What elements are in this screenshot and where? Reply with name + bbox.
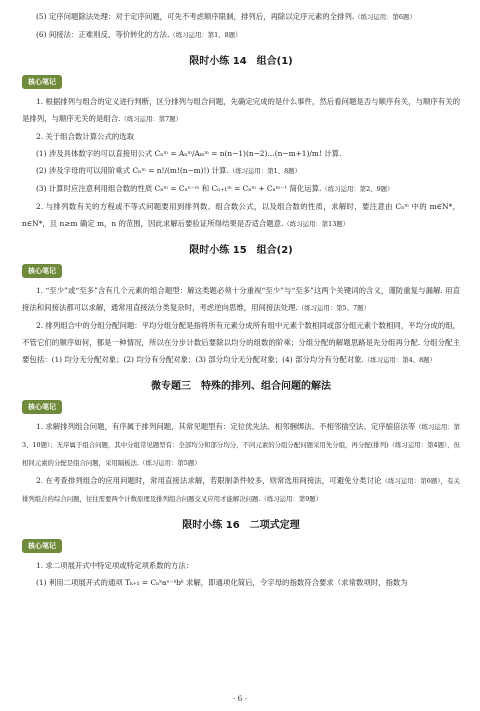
paragraph bbox=[22, 180, 460, 198]
exercise-reference: （练习运用：第1、8题） bbox=[169, 31, 242, 39]
paragraph bbox=[22, 26, 460, 44]
paragraph-text: 1. 根据排列与组合的定义进行判断，区分排列与组合问题，先确定完成的是什么事件，然后看问题是否与顺序有关，与顺序有关的是排列，与顺序无关的是组合. bbox=[22, 97, 460, 123]
badge-row bbox=[22, 69, 460, 93]
exercise-reference: （练习运用：第13题） bbox=[283, 220, 350, 228]
section-title: 限时小练 16 二项式定理 bbox=[182, 520, 300, 531]
exercise-reference: （练习运用：第2、9题） bbox=[321, 185, 394, 193]
exercise-reference: （练习运用：第4、8题） bbox=[363, 356, 436, 364]
paragraph bbox=[22, 93, 460, 128]
paragraph bbox=[22, 557, 460, 574]
paragraph-text: (5) 定序问题除法处理：对于定序问题，可先不考虑顺序限制，排列后，再除以定序元素的全排列. bbox=[36, 12, 355, 21]
paragraph bbox=[22, 418, 460, 472]
paragraph-text: (1) 利用二项展开式的通项 Tₖ₊₁ = Cₙᵏaⁿ⁻ᵏbᵏ 求解，即通项化简后，令字母的指数符合要求（求常数项时，指数为 bbox=[36, 578, 408, 587]
paragraph-text: 1. “至少”或“至多”含有几个元素的组合题型：解这类题必须十分重视“至少”与“至多”这两个关键词的含义，谨防重复与漏解. 用直接法和间接法都可以求解，通常用直接法分类复杂时，考虑逆向思维，用间接法处理. bbox=[22, 286, 460, 312]
paragraph bbox=[22, 8, 460, 26]
paragraph-text: 2. 在考查排列组合的应用问题时，常用直接法求解，若限制条件较多，则常选用间接法，可避免分类讨论 bbox=[36, 476, 382, 485]
core-notes-badge: 核心笔记 bbox=[22, 539, 62, 553]
badge-row bbox=[22, 394, 460, 418]
paragraph-text: (1) 涉及具体数字的可以直接用公式 Cₙᵐ = Aₙᵐ/Aₘᵐ = n(n−1)(n−2)…(n−m+1)/m! 计算. bbox=[36, 149, 342, 158]
exercise-reference: （练习运用：第7题） bbox=[120, 115, 183, 123]
paragraph-text: 1. 求二项展开式中特定项或特定项系数的方法： bbox=[36, 561, 194, 570]
core-notes-badge: 核心笔记 bbox=[22, 264, 62, 278]
page-number: · 6 · bbox=[232, 694, 248, 703]
section-title: 微专题三 特殊的排列、组合问题的解法 bbox=[151, 381, 331, 392]
paragraph bbox=[22, 317, 460, 369]
exercise-reference: （练习运用：第1、8题） bbox=[228, 167, 301, 175]
paragraph bbox=[22, 128, 460, 145]
paragraph bbox=[22, 282, 460, 317]
section-title: 限时小练 14 组合(1) bbox=[189, 56, 293, 67]
exercise-reference: （练习运用：第6题），有关排列组合的综合问题，往往需要两个计数原理及排列组合问题交叉应用才能解决问题.（练习运用：第9题） bbox=[22, 477, 460, 503]
exercise-reference: （练习运用：第5、7题） bbox=[297, 304, 370, 312]
paragraph-text: 2. 排列组合中的分组分配问题：平均分组分配是指将所有元素分成所有组中元素个数相同或部分组元素个数相同，平均分成的组，不管它们的顺序如何，都是一种情况，所以在分步计数后要除以均分的组数的阶乘；分组分配的解题思路是先分组再分配. 分组分配主要包括：(1) 均分无分配对象；(2) 均分有分配对象；(3) 部分均分无分配对象；(4) 部分均分有分配对象. bbox=[22, 321, 460, 364]
paragraph bbox=[22, 162, 460, 180]
core-notes-badge: 核心笔记 bbox=[22, 400, 62, 414]
badge-row bbox=[22, 258, 460, 282]
paragraph-text: (6) 间接法：正难则反、等价转化的方法. bbox=[36, 30, 170, 39]
paragraph-text: 1. 求解排列组合问题，有序属于排列问题，其常见题型有：定位优先法、相邻捆绑法、不相邻插空法、定序缩倍法等 bbox=[36, 422, 416, 431]
badge-row bbox=[22, 533, 460, 557]
paragraph bbox=[22, 472, 460, 508]
paragraph-text: (3) 计算时应注意利用组合数的性质 Cₙᵐ = Cₙⁿ⁻ᵐ 和 Cₙ₊₁ᵐ = Cₙᵐ + Cₙᵐ⁻¹ 简化运算. bbox=[36, 184, 322, 193]
paragraph-text: 2. 关于组合数计算公式的选取 bbox=[36, 132, 135, 141]
paragraph bbox=[22, 198, 460, 233]
paragraph bbox=[22, 145, 460, 162]
paragraph bbox=[22, 574, 460, 591]
page-content bbox=[22, 8, 460, 591]
section-title: 限时小练 15 组合(2) bbox=[189, 245, 293, 256]
paragraph-text: (2) 涉及字母的可以用阶乘式 Cₙᵐ = n!/(m!(n−m)!) 计算. bbox=[36, 166, 229, 175]
exercise-reference: （练习运用：第3、10题）；无序属于组合问题，其中分组常见题型有：全部均分和部分均分，不同元素的分组分配问题采用先分组，再分配(排列)（练习运用：第4题），但相同元素的分配是组合问题，采用隔板法.（练习运用：第5题） bbox=[22, 423, 461, 467]
paragraph-text: 2. 与排列数有关的方程或不等式问题要用到排列数、组合数公式，以及组合数的性质，求解时，要注意由 Cₙᵐ 中的 m∈N*，n∈N*，且 n≥m 确定 m，n 的范围，因此求解后要验证所得结果是否适合题意. bbox=[22, 202, 460, 228]
exercise-reference: （练习运用：第6题） bbox=[354, 13, 416, 21]
core-notes-badge: 核心笔记 bbox=[22, 75, 62, 89]
